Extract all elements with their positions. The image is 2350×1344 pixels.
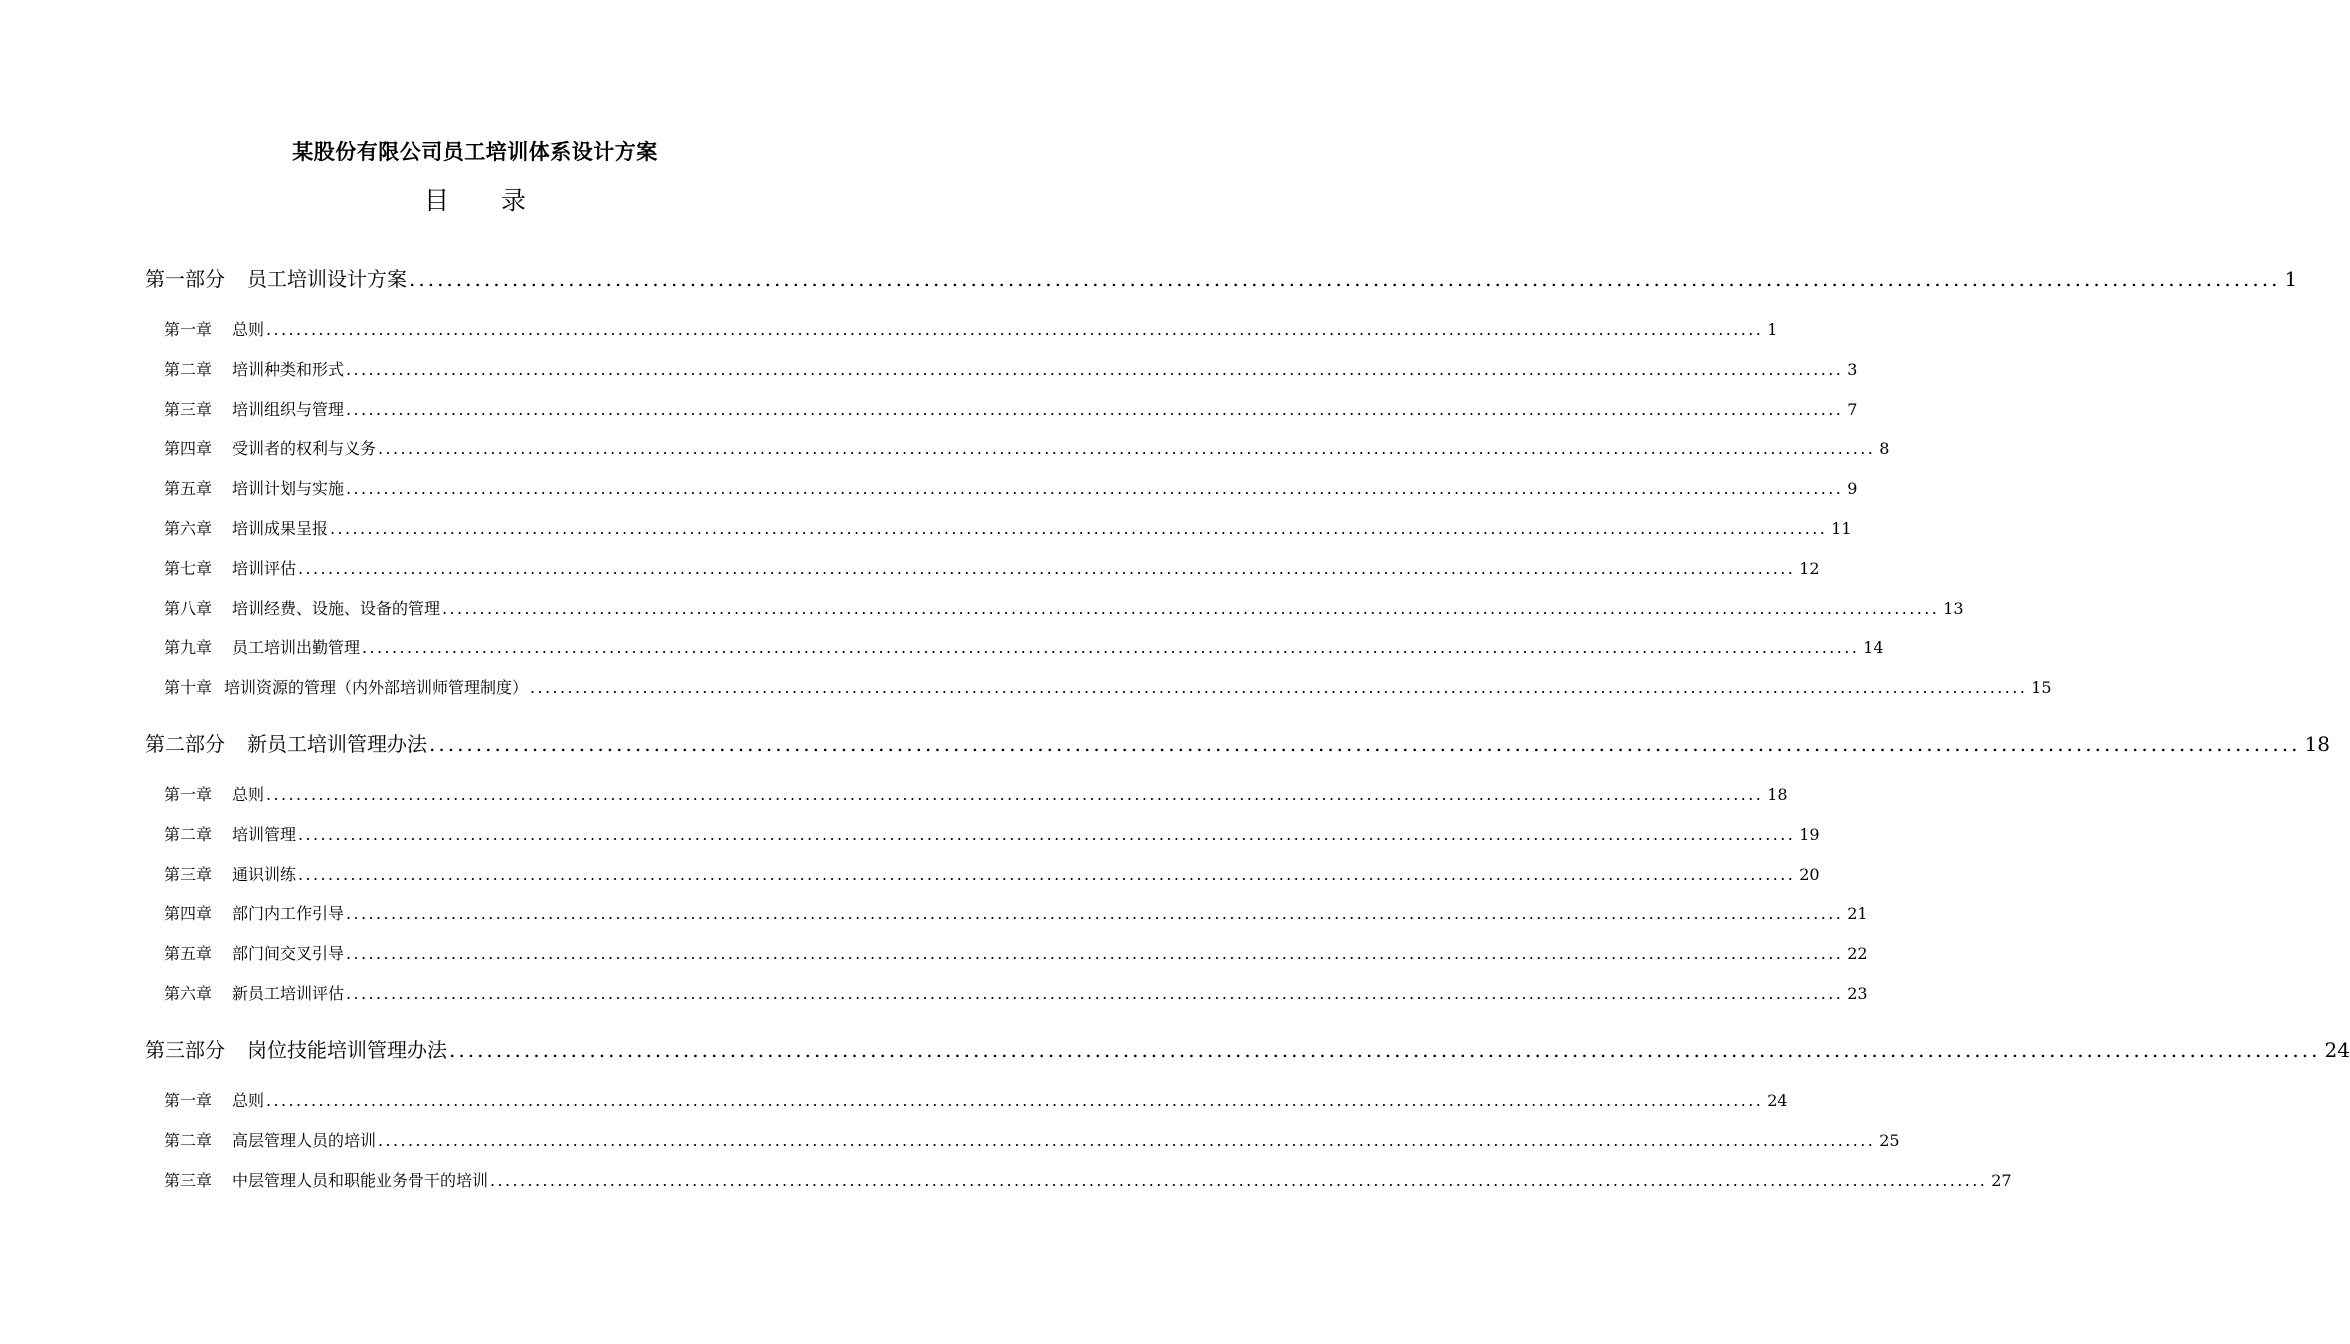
toc-entry-title: 培训评估 (232, 558, 297, 578)
toc-chapter-entry[interactable] (164, 597, 1964, 621)
toc-page-number: 11 (1831, 519, 1852, 538)
toc-page-number: 20 (1799, 864, 1820, 884)
toc-entry-number: 第二部分 (145, 732, 225, 756)
toc-entry-number: 第六章 (164, 519, 213, 538)
toc-chapter-entry[interactable] (164, 557, 1820, 581)
toc-chapter-entry[interactable] (164, 318, 1778, 342)
toc-chapter-entry[interactable] (164, 437, 1890, 461)
toc-chapter-entry[interactable] (164, 863, 1820, 887)
toc-chapter-entry[interactable] (164, 517, 1852, 541)
toc-entry-title: 培训资源的管理（内外部培训师管理制度） (224, 678, 529, 698)
toc-leader-dots: ........................................................................................................................................................................................................ (490, 1170, 1988, 1190)
toc-entry-title: 总则 (232, 785, 265, 804)
toc-leader-dots: ........................................................................................................................................................................................................ (298, 824, 1796, 844)
toc-entry-title: 员工培训设计方案 (247, 267, 407, 291)
toc-leader-dots: ........................................................................................................................................................................................................ (449, 1038, 2321, 1062)
toc-chapter-entry[interactable] (164, 636, 1884, 660)
toc-chapter-entry[interactable] (164, 676, 2052, 700)
toc-leader-dots: ........................................................................................................................................................................................................ (298, 558, 1796, 578)
toc-entry-title: 总则 (232, 320, 265, 339)
toc-leader-dots: ........................................................................................................................................................................................................ (346, 359, 1844, 379)
toc-page-number: 24 (1767, 1091, 1788, 1110)
toc-leader-dots: ........................................................................................................................................................................................................ (378, 439, 1876, 459)
toc-entry-number: 第九章 (164, 638, 213, 658)
toc-leader-dots: ........................................................................................................................................................................................................ (409, 267, 2281, 291)
toc-entry-title: 培训成果呈报 (232, 519, 329, 538)
toc-entry-number: 第十章 (164, 678, 213, 698)
toc-page-number: 24 (2324, 1038, 2350, 1062)
document-title: 某股份有限公司员工培训体系设计方案 (292, 140, 658, 164)
toc-entry-number: 第三部分 (145, 1038, 225, 1062)
toc-page-number: 12 (1799, 558, 1820, 578)
toc-chapter-entry[interactable] (164, 823, 1820, 847)
toc-entry-title: 培训经费、设施、设备的管理 (232, 598, 441, 618)
toc-leader-dots: ........................................................................................................................................................................................................ (442, 598, 1940, 618)
toc-page-number: 15 (2031, 678, 2052, 698)
toc-entry-number: 第二章 (164, 359, 213, 379)
toc-entry-number: 第三章 (164, 1170, 213, 1190)
toc-chapter-entry[interactable] (164, 477, 1858, 501)
toc-entry-title: 受训者的权利与义务 (232, 439, 377, 459)
toc-part-entry[interactable] (145, 1036, 2350, 1064)
toc-page-number: 19 (1799, 824, 1820, 844)
toc-page-number: 13 (1943, 598, 1964, 618)
toc-leader-dots: ........................................................................................................................................................................................................ (266, 1091, 1764, 1110)
toc-chapter-entry[interactable] (164, 1169, 2012, 1193)
toc-entry-title: 员工培训出勤管理 (232, 638, 361, 658)
toc-leader-dots: ........................................................................................................................................................................................................ (378, 1130, 1876, 1150)
toc-page-number: 14 (1863, 638, 1884, 658)
toc-page-number: 1 (2284, 267, 2298, 291)
toc-leader-dots: ........................................................................................................................................................................................................ (346, 904, 1844, 924)
toc-entry-number: 第一章 (164, 1091, 213, 1110)
toc-entry-title: 中层管理人员和职能业务骨干的培训 (232, 1170, 489, 1190)
toc-leader-dots: ........................................................................................................................................................................................................ (429, 732, 2301, 756)
toc-entry-number: 第五章 (164, 944, 213, 964)
toc-chapter-entry[interactable] (164, 358, 1858, 382)
toc-entry-title: 部门内工作引导 (232, 904, 345, 924)
toc-entry-title: 部门间交叉引导 (232, 944, 345, 964)
toc-page-number: 21 (1847, 904, 1868, 924)
toc-entry-number: 第八章 (164, 598, 213, 618)
toc-entry-title: 培训计划与实施 (232, 479, 345, 499)
toc-page-number: 27 (1991, 1170, 2012, 1190)
toc-entry-title: 培训种类和形式 (232, 359, 345, 379)
toc-entry-title: 高层管理人员的培训 (232, 1130, 377, 1150)
toc-entry-number: 第四章 (164, 439, 213, 459)
toc-leader-dots: ........................................................................................................................................................................................................ (266, 785, 1764, 804)
toc-entry-number: 第一部分 (145, 267, 225, 291)
toc-chapter-entry[interactable] (164, 902, 1868, 926)
toc-leader-dots: ........................................................................................................................................................................................................ (346, 399, 1844, 419)
toc-leader-dots: ........................................................................................................................................................................................................ (530, 678, 2028, 698)
toc-entry-number: 第二章 (164, 1130, 213, 1150)
toc-page-number: 1 (1767, 320, 1778, 339)
toc-entry-title: 总则 (232, 1091, 265, 1110)
toc-chapter-entry[interactable] (164, 982, 1868, 1006)
toc-chapter-entry[interactable] (164, 398, 1858, 422)
toc-page-number: 18 (2304, 732, 2330, 756)
toc-entry-number: 第二章 (164, 824, 213, 844)
toc-leader-dots: ........................................................................................................................................................................................................ (362, 638, 1860, 658)
toc-chapter-entry[interactable] (164, 1089, 1788, 1113)
toc-chapter-entry[interactable] (164, 1129, 1900, 1153)
toc-page-number: 23 (1847, 984, 1868, 1003)
toc-page-number: 22 (1847, 944, 1868, 964)
toc-entry-number: 第三章 (164, 864, 213, 884)
toc-entry-title: 岗位技能培训管理办法 (247, 1038, 447, 1062)
toc-entry-number: 第四章 (164, 904, 213, 924)
toc-entry-title: 通识训练 (232, 864, 297, 884)
toc-entry-number: 第六章 (164, 984, 213, 1003)
toc-leader-dots: ........................................................................................................................................................................................................ (266, 320, 1764, 339)
toc-entry-title: 培训管理 (232, 824, 297, 844)
toc-entry-number: 第五章 (164, 479, 213, 499)
toc-heading: 目 录 (424, 186, 548, 215)
toc-page-number: 9 (1847, 479, 1858, 499)
toc-entry-number: 第三章 (164, 399, 213, 419)
toc-leader-dots: ........................................................................................................................................................................................................ (346, 479, 1844, 499)
toc-page-number: 7 (1847, 399, 1858, 419)
toc-page-number: 25 (1879, 1130, 1900, 1150)
toc-leader-dots: ........................................................................................................................................................................................................ (346, 984, 1844, 1003)
toc-entry-number: 第一章 (164, 320, 213, 339)
toc-page-number: 18 (1767, 785, 1788, 804)
toc-page-number: 8 (1879, 439, 1890, 459)
toc-chapter-entry[interactable] (164, 783, 1788, 807)
toc-chapter-entry[interactable] (164, 942, 1868, 966)
toc-leader-dots: ........................................................................................................................................................................................................ (346, 944, 1844, 964)
toc-entry-title: 新员工培训评估 (232, 984, 345, 1003)
toc-part-entry[interactable] (145, 730, 2330, 758)
toc-entry-title: 培训组织与管理 (232, 399, 345, 419)
toc-leader-dots: ........................................................................................................................................................................................................ (298, 864, 1796, 884)
toc-page-number: 3 (1847, 359, 1858, 379)
toc-entry-title: 新员工培训管理办法 (247, 732, 427, 756)
toc-entry-number: 第七章 (164, 558, 213, 578)
toc-part-entry[interactable] (145, 265, 2298, 293)
toc-leader-dots: ........................................................................................................................................................................................................ (330, 519, 1828, 538)
toc-entry-number: 第一章 (164, 785, 213, 804)
